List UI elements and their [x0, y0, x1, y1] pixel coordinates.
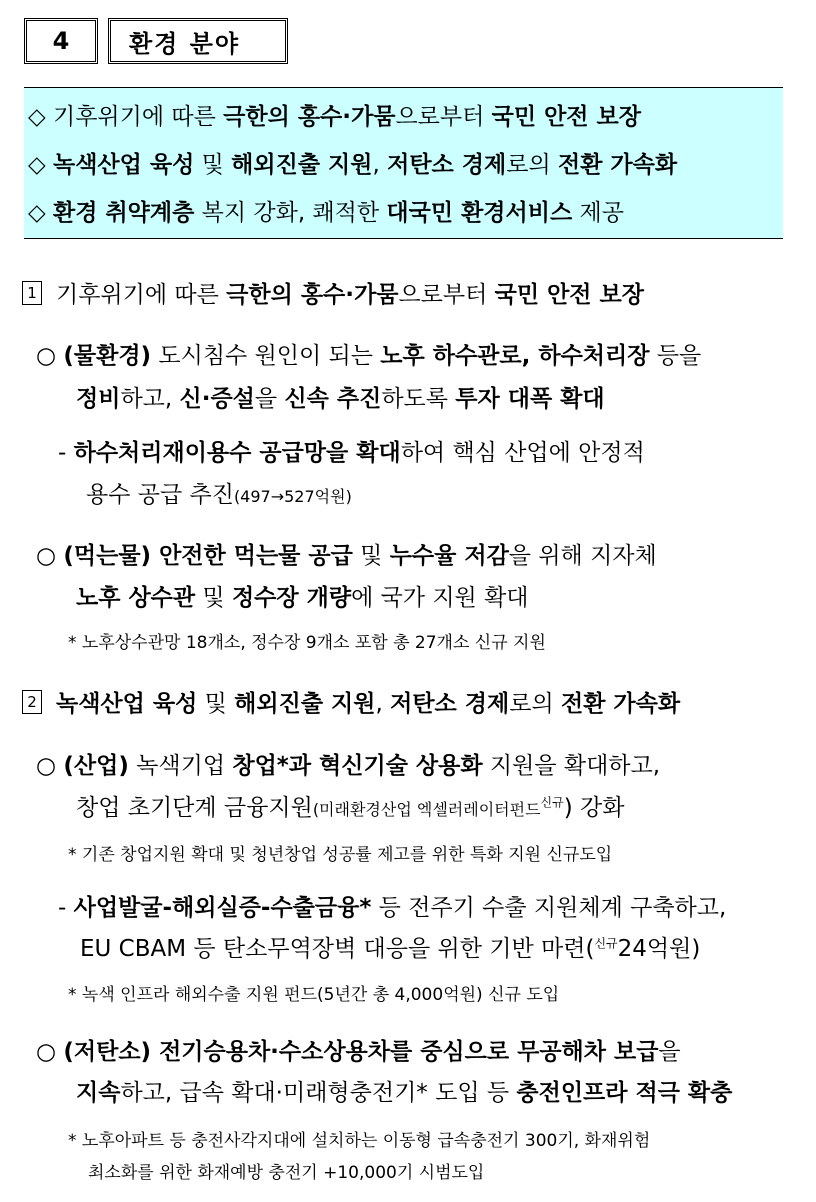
text: 에 국가 지원 확대 [351, 585, 529, 611]
emphasis-text: 지속 [76, 1080, 121, 1106]
emphasis-text: 저탄소 경제 [390, 691, 510, 717]
paragraph-line [76, 1074, 732, 1107]
footnote: * 녹색 인프라 해외수출 지원 펀드(5년간 총 4,000억원) 신규 도입 [68, 985, 560, 1005]
emphasis-text: 환경 취약계층 [53, 200, 195, 226]
emphasis-text: 해외진출 지원 [234, 691, 376, 717]
text: 및 [352, 543, 390, 569]
text: 하고, [120, 386, 180, 412]
text: 및 [197, 691, 235, 717]
summary-line [28, 98, 641, 131]
emphasis-text: 전환 가속화 [560, 691, 681, 717]
text: 등을 [649, 343, 702, 369]
text: - [58, 895, 74, 921]
text: 으로부터 [398, 282, 495, 308]
section-title: 환경 분야 [129, 29, 241, 58]
emphasis-text: 국민 안전 보장 [494, 282, 644, 308]
paragraph-line [76, 789, 624, 822]
text: 등 전주기 수출 지원체계 구축하고, [371, 895, 727, 921]
emphasis-text: (저탄소) 전기승용차·수소상용차를 중심으로 무공해차 보급 [63, 1039, 659, 1065]
diamond-bullet-icon: ◇ [28, 152, 53, 178]
emphasis-text: 전환 가속화 [557, 152, 678, 178]
section-number: 4 [52, 27, 70, 55]
footnote: 최소화를 위한 화재예방 충전기 +10,000기 시범도입 [88, 1163, 485, 1183]
emphasis-text: (물환경) [63, 343, 152, 369]
text: ○ [36, 343, 64, 369]
text: (미래환경산업 엑셀러레이터펀드 [312, 800, 541, 819]
emphasis-text: 녹색산업 육성 [53, 152, 195, 178]
emphasis-text: 해외진출 지원 [231, 152, 373, 178]
section-title-box [108, 18, 288, 64]
text: 하고, 급속 확대·미래형충전기* 도입 등 [120, 1080, 517, 1106]
text: 도시침수 원인이 되는 [151, 343, 381, 369]
paragraph-line [36, 747, 660, 780]
paragraph-line [76, 380, 605, 413]
text: , [372, 152, 388, 178]
text: 및 [195, 585, 232, 611]
text: 을 위해 지자체 [508, 543, 657, 569]
text: 녹색기업 [128, 753, 233, 779]
paragraph-line [36, 337, 701, 370]
paragraph-line [80, 930, 700, 963]
emphasis-text: 극한의 홍수·가뭄 [223, 104, 396, 130]
footnote: * 노후상수관망 18개소, 정수장 9개소 포함 총 27개소 신규 지원 [68, 633, 546, 653]
emphasis-text: (산업) [63, 753, 129, 779]
emphasis-text: 노후 상수관 [76, 585, 196, 611]
emphasis-text: 노후 하수관로, 하수처리장 [380, 343, 650, 369]
text: 및 [194, 152, 232, 178]
emphasis-text: 극한의 홍수·가뭄 [226, 282, 399, 308]
text: 창업 초기단계 금융지원 [76, 795, 313, 821]
emphasis-text: 신속 추진 [284, 386, 382, 412]
summary-line [28, 194, 624, 227]
text: 신규 [540, 795, 564, 810]
summary-line [28, 146, 677, 179]
emphasis-text: 정수장 개량 [231, 585, 352, 611]
text: 으로부터 [395, 104, 492, 130]
diamond-bullet-icon: ◇ [28, 104, 53, 130]
text: 로의 [506, 152, 558, 178]
footnote: * 기존 창업지원 확대 및 청년창업 성공률 제고를 위한 특화 지원 신규도입 [68, 845, 613, 865]
text: 하도록 [381, 386, 456, 412]
paragraph-line [76, 579, 529, 612]
diamond-bullet-icon: ◇ [28, 200, 53, 226]
emphasis-text: 창업*과 혁신기술 상용화 [232, 753, 483, 779]
text: ) 강화 [563, 795, 625, 821]
emphasis-text: 대국민 환경서비스 [386, 200, 573, 226]
emphasis-text: 투자 대폭 확대 [455, 386, 605, 412]
section-number-1: 1 [22, 281, 42, 305]
text: 용수 공급 추진 [86, 482, 234, 508]
paragraph-line [58, 889, 726, 922]
text: EU CBAM 등 탄소무역장벽 대응을 위한 기반 마련 [80, 936, 586, 962]
paragraph-line [36, 1033, 681, 1066]
text: 신규 [594, 936, 618, 951]
emphasis-text: 녹색산업 육성 [56, 691, 198, 717]
emphasis-text: 사업발굴-해외실증-수출금융* [73, 895, 372, 921]
text: 하여 핵심 산업에 안정적 [400, 440, 645, 466]
emphasis-text: 하수처리재이용수 공급망을 확대 [73, 440, 401, 466]
section-heading [20, 685, 680, 718]
text: ( [585, 936, 595, 962]
text: 복지 강화, 쾌적한 [194, 200, 387, 226]
emphasis-text: 국민 안전 보장 [491, 104, 641, 130]
paragraph-line [86, 476, 352, 509]
text: (497→527억원) [233, 487, 352, 506]
text: 기후위기에 따른 [56, 282, 227, 308]
section-heading-text [56, 276, 644, 309]
text: 24억원) [617, 936, 701, 962]
footnote: * 노후아파트 등 충전사각지대에 설치하는 이동형 급속충전기 300기, 화재위험 [68, 1131, 651, 1151]
text: 로의 [509, 691, 561, 717]
paragraph-line [58, 434, 645, 467]
section-number-box [24, 18, 98, 64]
section-number-2: 2 [22, 690, 42, 714]
text: ○ [36, 753, 64, 779]
text: ○ [36, 1039, 64, 1065]
text: 을 [254, 386, 285, 412]
emphasis-text: 충전인프라 적극 확충 [516, 1080, 733, 1106]
text: 지원을 확대하고, [482, 753, 661, 779]
text: 을 [658, 1039, 681, 1065]
emphasis-text: 정비 [76, 386, 121, 412]
emphasis-text: 누수율 저감 [389, 543, 509, 569]
emphasis-text: 저탄소 경제 [387, 152, 507, 178]
text: ○ [36, 543, 64, 569]
text: 제공 [572, 200, 624, 226]
summary-box [24, 87, 783, 239]
section-heading-text [56, 685, 680, 718]
text: - [58, 440, 74, 466]
text: 기후위기에 따른 [53, 104, 224, 130]
text: , [375, 691, 391, 717]
emphasis-text: (먹는물) 안전한 먹는물 공급 [63, 543, 353, 569]
emphasis-text: 신·증설 [179, 386, 255, 412]
section-heading [20, 276, 644, 309]
paragraph-line [36, 537, 657, 570]
